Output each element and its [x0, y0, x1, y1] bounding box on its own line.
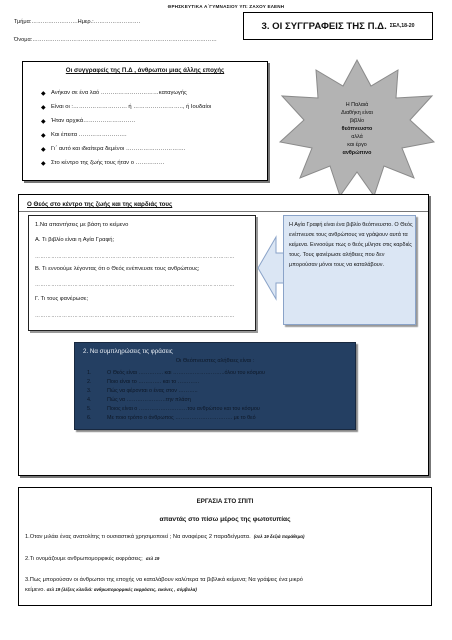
diamond-bullet-icon: ◆ — [41, 118, 46, 125]
diamond-bullet-icon: ◆ — [41, 160, 46, 167]
list-item[interactable]: 1. Ο Θεός είναι ………….. και ………………………..όλου του κόσμου — [87, 370, 265, 376]
fill-phrases-subtitle: Οι Θεόπνευστες αλήθειες είναι : — [175, 358, 255, 364]
diamond-bullet-icon: ◆ — [41, 132, 46, 139]
list-item: ◆ Και έπειτα ……………………. — [41, 132, 127, 139]
homework-question-1: 1.Οταν μιλάει ένας ανατολίτης τι ουσιαστικά χρησιμοποιεί ; Να αναφέρεις 2 παραδείγματα. (σελ 19 δεξιά παράθεμα) — [25, 534, 305, 540]
list-item[interactable]: 4. Πώς να ………………….την πλάση — [87, 397, 191, 403]
list-item[interactable]: 6. Με ποιο τρόπο ο άνθρωπος ………………………….. με το θεό — [87, 415, 256, 421]
class-date-field: Τμήμα:…………………….Ημερ.:……………………. — [14, 19, 141, 25]
god-center-title: Ο Θεός στο κέντρο της ζωής και της καρδιάς τους — [27, 201, 173, 208]
question-a: Α. Τι βιβλίο είναι η Αγία Γραφή; — [35, 237, 115, 243]
questions-title: 1.Να απαντήσεις με βάση το κείμενο — [35, 222, 129, 228]
answer-line[interactable]: ………………………………………………………………………………………………… — [35, 254, 235, 260]
list-item[interactable]: 2. Ποιο είναι το …………. και το ………… — [87, 379, 200, 385]
list-item: ◆ Γι΄ αυτό και ιδιαίτερα δεμένοι …………………………. — [41, 146, 186, 153]
scripture-info-text: Η Αγία Γραφή είναι ένα βιβλίο θεόπνευστο. Ο Θεός ενέπνευσε τους ανθρώπους να γράψουν αυτά τα κείμενα. Εννοούμε πως ο θεός μίλησε στις καρδιές τους. Τους φανέρωσε αλήθειες που δεν μπορούσαν μόνοι τους να καταλάβουν. — [289, 222, 413, 268]
homework-question-3: 3.Πως μπορούσαν οι άνθρωποι της εποχής να καταλάβουν καλύτερα τα βιβλικά κείμενα; Να γράψεις ένα μικρό — [25, 577, 303, 583]
homework-question-3-cont: κείμενο. σελ 19 (λέξεις κλειδιά: ανθρωπομορφικές εκφράσεις, εικόνες , σύμβολα) — [25, 587, 197, 593]
question-b: Β. Τι εννοούμε λέγοντας ότι ο Θεός ενέπνευσε τους ανθρώπους; — [35, 266, 200, 272]
homework-title: ΕΡΓΑΣΙΑ ΣΤΟ ΣΠΙΤΙ — [196, 498, 254, 505]
divider — [19, 211, 428, 212]
lesson-pages: ΣΕΛ,18-20 — [389, 23, 415, 29]
list-item: ◆ Είναι οι :………………………. ή …………………….., ή Ιουδαίοι — [41, 104, 212, 111]
authors-list — [41, 86, 211, 170]
scripture-info-box — [283, 215, 416, 325]
list-item[interactable]: 5. Ποιος είναι ο ………………………του ανθρώπου και του κόσμου — [87, 406, 260, 412]
answer-line[interactable]: ………………………………………………………………………………………………… — [35, 282, 235, 288]
fill-phrases-box — [74, 342, 356, 430]
worksheet-header: ΘΡΗΣΚΕΥΤΙΚΑ Α΄ΓΥΜΝΑΣΙΟΥ ΥΠ: ΖΑΧΟΥ ΕΛΕΝΗ — [167, 4, 285, 9]
homework-subtitle: απαντάς στο πίσω μέρος της φωτοτυπίας — [159, 516, 291, 523]
fill-phrases-list — [87, 369, 265, 423]
authors-box — [22, 61, 268, 181]
authors-box-title: Οι συγγραφείς της Π.Δ , άνθρωποι μιας άλλης εποχής — [65, 67, 225, 74]
diamond-bullet-icon: ◆ — [41, 146, 46, 153]
homework-question-2: 2.Τι ονομάζουμε ανθρωπομορφικές εκφράσεις; σελ 19 — [25, 556, 160, 562]
diamond-bullet-icon: ◆ — [41, 104, 46, 111]
fill-phrases-title: 2. Να συμπληρώσεις τις φράσεις — [83, 348, 173, 355]
list-item: ◆ Στο κέντρο της ζωής τους ήταν ο …………… — [41, 160, 165, 167]
lesson-title-box — [243, 12, 433, 40]
list-item[interactable]: 3. Πώς να φέρονται ο ένας στον ……….. — [87, 388, 198, 394]
list-item: ◆ Ήταν αρχικά……………………… — [41, 118, 136, 125]
answer-line[interactable]: ………………………………………………………………………………………………… — [35, 313, 235, 319]
homework-box — [18, 487, 432, 606]
lesson-title: 3. ΟΙ ΣΥΓΓΡΑΦΕΙΣ ΤΗΣ Π.Δ. — [261, 20, 387, 32]
questions-box — [28, 215, 256, 331]
list-item: ◆ Ανήκαν σε ένα λαό …………………………καταγωγής — [41, 90, 187, 97]
star-callout-text: Η Παλαιά Διαθήκη είναι βιβλίο θεόπνευστο αλλά και έργο ανθρώπινο — [341, 102, 373, 156]
name-field: Όνομα:……………………………………………………………………………………… — [14, 37, 217, 43]
diamond-bullet-icon: ◆ — [41, 90, 46, 97]
question-c: Γ. Τι τους φανέρωσε; — [35, 296, 89, 302]
